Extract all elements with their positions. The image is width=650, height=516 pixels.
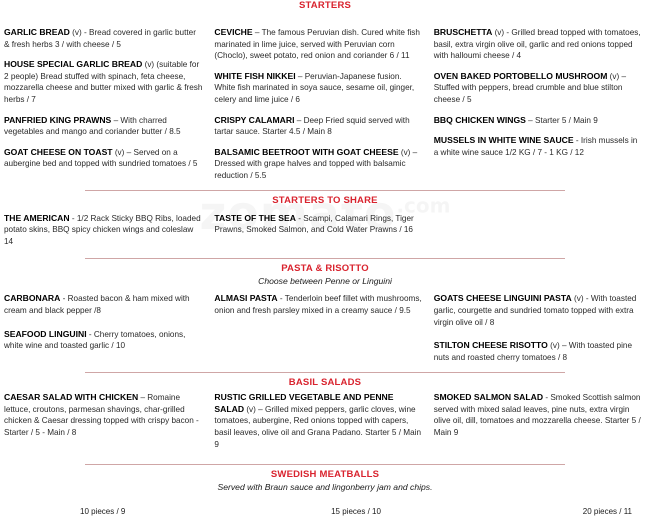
item-name: BBQ CHICKEN WINGS (433, 114, 526, 125)
item-name: CEVICHE (214, 27, 253, 37)
starters-column-2 (214, 27, 433, 182)
salad-column-2 (214, 392, 433, 450)
menu-item (434, 27, 642, 62)
item-description: (v) (suitable for 2 people) Bread stuffed with spinach, feta cheese, mozzarella cheese and butter mixed with garlic & fresh herbs / 7 (4, 60, 203, 104)
item-name: PANFRIED KING PRAWNS (4, 114, 112, 125)
item-name: CARBONARA (4, 293, 61, 304)
item-description: - Irish mussels in a white wine sauce 1/2 KG / 7 - 1 KG / 12 (433, 136, 638, 157)
item-description: (v) – Grilled mixed peppers, garlic cloves, wine tomatoes, aubergine, Red onions topped with capers, basil leaves, olive oil and Grana Padano. Starter 5 / Main 9 (214, 404, 422, 449)
menu-item (434, 392, 642, 438)
starters-column-1 (4, 27, 214, 182)
item-description: (v) – Served on a aubergine bed and topped with sundried tomatoes / 5 (4, 147, 198, 169)
item-description: - Scampi, Calamari Rings, Tiger Prawns, Smoked Salmon, and Cold Water Prawns / 16 (214, 213, 414, 235)
item-description: - Roasted bacon & ham mixed with cream and black pepper /8 (4, 294, 190, 315)
menu-item (214, 147, 421, 182)
meatball-price-row (0, 493, 650, 516)
menu-item (4, 27, 202, 50)
menu-item (214, 115, 421, 138)
item-description: - Tenderloin beef fillet with mushrooms, onion and fresh parsley mixed in a creamy sauce / 9.5 (214, 294, 422, 315)
item-description: (v) – With toasted pine nuts and roasted cherry tomatoes / 8 (433, 341, 633, 362)
menu-item (4, 147, 202, 170)
item-description: (v) - With toasted garlic, courgette and sundried tomato topped with extra virgin olive oil / 8 (433, 294, 637, 327)
item-description: - 1/2 Rack Sticky BBQ Ribs, loaded potato skins, BBQ spicy chicken wings and coleslaw 14 (4, 213, 201, 246)
menu-item (4, 293, 202, 316)
menu-item (214, 293, 421, 316)
menu-item (214, 71, 421, 106)
item-name: SMOKED SALMON SALAD (433, 392, 544, 403)
share-column-3 (434, 213, 646, 248)
item-description: – With charred vegetables and mango and coriander butter / 8.5 (4, 115, 181, 137)
pasta-column-3 (434, 293, 646, 363)
item-name: RUSTIC GRILLED VEGETABLE AND PENNE SALAD (214, 392, 394, 414)
pasta-risotto-columns (0, 287, 650, 363)
item-description: (v) - Grilled bread topped with tomatoes, basil, extra virgin olive oil, garlic and red onions topped with halloumi cheese / 4 (433, 28, 641, 61)
item-name: CRISPY CALAMARI (214, 114, 295, 125)
item-name: TASTE OF THE SEA (214, 212, 296, 223)
item-description: - Smoked Scottish salmon served with mixed salad leaves, pine nuts, extra virgin olive oil, dill, tomatoes and mozzarella cheese. Starter 5 / Main 9 (433, 393, 641, 438)
item-description: (v) – Dressed with grape halves and topped with balsamic reduction / 5.5 (214, 147, 418, 180)
item-name: BRUSCHETTA (433, 27, 493, 37)
salad-column-3 (434, 392, 646, 450)
item-name: STILTON CHEESE RISOTTO (433, 340, 548, 351)
meatball-price-20: 20 pieces / 11 (582, 507, 632, 516)
menu-item (4, 115, 202, 138)
menu-item (434, 71, 642, 106)
section-title-basil-salads: BASIL SALADS (288, 377, 362, 389)
item-description: – Deep Fried squid served with tartar sauce. Starter 4.5 / Main 8 (214, 115, 410, 137)
item-description: – Peruvian-Japanese fusion. White fish marinated in soya sauce, sesame oil, ginger, celery and lime juice / 6 (214, 71, 415, 104)
basil-salads-columns (0, 389, 650, 450)
item-name: SEAFOOD LINGUINI (4, 328, 87, 339)
item-description: – The famous Peruvian dish. Cured white fish marinated in lime juice, served with Peruvian corn (Choclo), sweet potato, red onion and coriander 6 / 11 (214, 28, 420, 61)
section-title-swedish-meatballs: SWEDISH MEATBALLS (270, 469, 380, 481)
item-description: – Romaine lettuce, croutons, parmesan shavings, char-grilled chicken & Caesar dressing topped with crispy bacon - Starter / 5 - Main / 8 (4, 393, 199, 438)
meatball-price-10: 10 pieces / 9 (80, 507, 126, 516)
menu-item (4, 213, 202, 248)
section-title-starters-to-share: STARTERS TO SHARE (272, 194, 378, 206)
section-title-starters: STARTERS (298, 0, 352, 11)
item-description: – Starter 5 / Main 9 (528, 115, 598, 125)
section-title-pasta-risotto: PASTA & RISOTTO (281, 263, 369, 275)
starters-columns (0, 12, 650, 182)
item-name: BALSAMIC BEETROOT WITH GOAT CHEESE (214, 146, 399, 157)
share-column-2 (214, 213, 433, 248)
meatball-price-15: 15 pieces / 10 (331, 507, 381, 516)
item-name: ALMASI PASTA (214, 293, 278, 304)
salad-column-1 (4, 392, 214, 450)
item-name: GOAT CHEESE ON TOAST (4, 146, 113, 157)
item-name: CAESAR SALAD WITH CHICKEN (4, 392, 139, 403)
starters-to-share-columns (0, 207, 650, 248)
item-name: WHITE FISH NIKKEI (214, 70, 296, 81)
menu-item (214, 27, 421, 62)
item-description: (v) - Bread covered in garlic butter & fresh herbs 3 / with cheese / 5 (4, 28, 196, 49)
section-subtitle-swedish-meatballs: Served with Braun sauce and lingonberry jam and chips. (217, 482, 433, 493)
menu-item (4, 329, 202, 352)
item-description: - Cherry tomatoes, onions, white wine and toasted garlic / 10 (4, 329, 186, 351)
item-name: GOATS CHEESE LINGUINI PASTA (433, 293, 572, 304)
menu-item (214, 392, 421, 450)
starters-column-3 (434, 27, 646, 182)
section-subtitle-pasta-risotto: Choose between Penne or Linguini (258, 276, 392, 287)
item-name: MUSSELS IN WHITE WINE SAUCE (433, 135, 574, 146)
pasta-column-1 (4, 293, 214, 363)
menu-item (434, 293, 642, 328)
item-name: HOUSE SPECIAL GARLIC BREAD (4, 59, 143, 70)
menu-item (434, 340, 642, 363)
item-name: THE AMERICAN (4, 212, 70, 223)
item-description: (v) – Stuffed with peppers, bread crumble and blue stilton cheese / 5 (433, 71, 627, 104)
menu-item (434, 115, 642, 127)
pasta-column-2 (214, 293, 433, 363)
item-name: GARLIC BREAD (4, 27, 70, 37)
item-name: OVEN BAKED PORTOBELLO MUSHROOM (433, 70, 608, 81)
menu-item (214, 213, 421, 236)
menu-item (4, 392, 202, 438)
menu-item (434, 135, 642, 158)
menu-item (4, 59, 202, 105)
share-column-1 (4, 213, 214, 248)
